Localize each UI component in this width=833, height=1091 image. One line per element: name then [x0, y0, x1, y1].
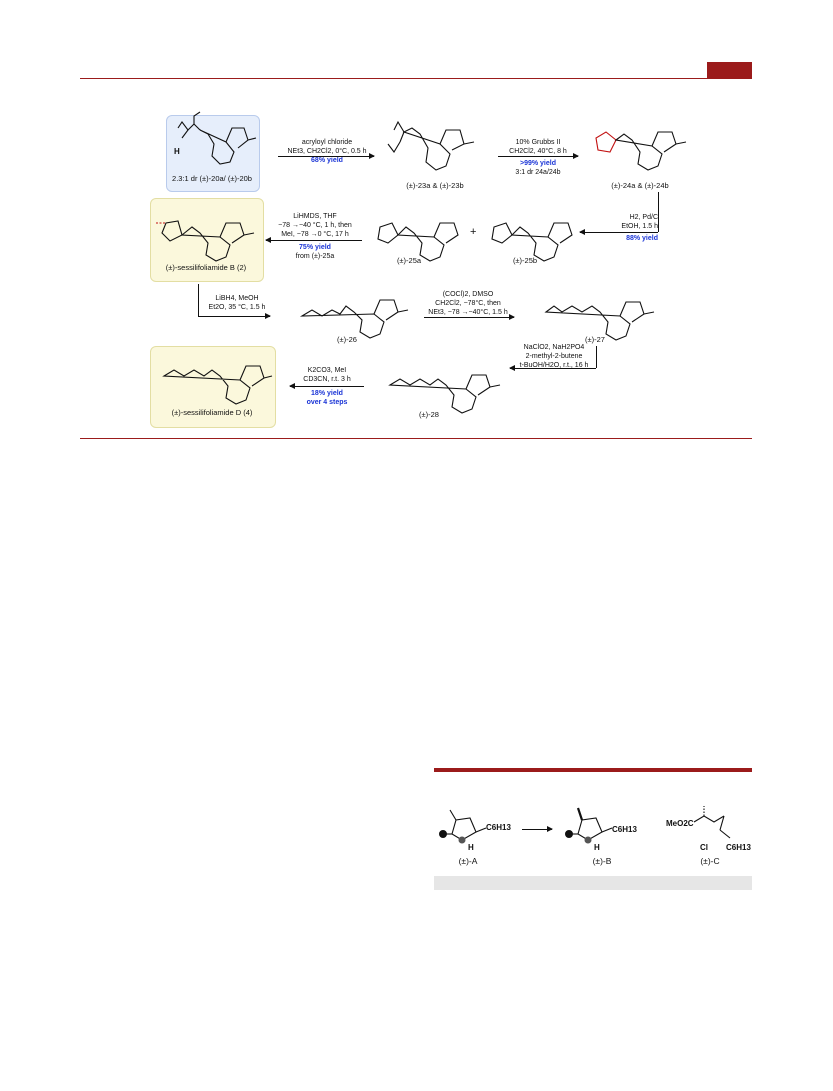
figure-top-bar [434, 768, 752, 772]
label-sessilifoliamide-d: (±)-sessilifoliamide D (4) [171, 408, 253, 417]
structure-sessilifoliamide-d [154, 350, 274, 408]
step2-conditions: 10% Grubbs II CH2Cl2, 40°C, 8 h [509, 139, 567, 155]
label-26: (±)-26 [337, 335, 357, 344]
step4-arrow [266, 240, 362, 241]
structure-24 [590, 120, 690, 180]
step5-conditions: LiBH4, MeOH Et2O, 35 °C, 1.5 h [208, 295, 266, 311]
step5-arrow [198, 316, 270, 317]
label-25a: (±)-25a [396, 256, 422, 265]
label-b: (±)-B [592, 856, 612, 866]
step1-conditions: acryloyl chloride NEt3, CH2Cl2, 0°C, 0.5 h 68% yield [287, 139, 367, 164]
header-tab [707, 62, 752, 78]
substituent-label: C6H13 [726, 843, 751, 852]
step1-arrow [278, 156, 374, 157]
header-rule [80, 78, 752, 79]
label-a: (±)-A [458, 856, 478, 866]
plus-sign: + [470, 226, 477, 238]
label-c: (±)-C [700, 856, 720, 866]
step4-conditions: LiHMDS, THF −78 →−40 °C, 1 h, then MeI, −78 →0 °C, 17 h [278, 213, 352, 238]
step8-conditions: K2CO3, MeI CD3CN, r.t. 3 h [303, 367, 351, 383]
atom-label: H [174, 147, 180, 156]
step3-yield: 88% yield [626, 235, 658, 242]
step3-line [658, 192, 659, 232]
step3-arrow [580, 232, 658, 233]
step7-line [596, 346, 597, 368]
atom-label: Cl [700, 843, 708, 852]
substituent-label: C6H13 [612, 825, 637, 834]
label-28: (±)-28 [419, 410, 439, 419]
step6-arrow [424, 317, 514, 318]
step8-yield: 18% yield over 4 steps [306, 390, 348, 406]
structure-28 [380, 355, 500, 415]
step3-conditions: H2, Pd/C EtOH, 1.5 h [621, 214, 658, 230]
structure-27 [536, 284, 656, 339]
step8-arrow [290, 386, 364, 387]
step4-yield: 75% yield from (±)-25a [295, 244, 335, 260]
structure-20 [168, 118, 258, 178]
figure-caption-bar [434, 876, 752, 890]
step6-conditions: (COCl)2, DMSO CH2Cl2, −78°C, then NEt3, −78 →−40°C, 1.5 h [428, 291, 508, 316]
structure-23 [380, 118, 490, 188]
step2-conditions-below: >99% yield 3:1 dr 24a/24b [515, 160, 561, 176]
structure-a [438, 800, 528, 855]
structure-25a [370, 205, 470, 260]
label-23: (±)-23a & (±)-23b [406, 181, 464, 190]
atom-label: H [594, 843, 600, 852]
structure-sessilifoliamide-b [154, 205, 264, 263]
lower-arrow [522, 829, 552, 830]
label-24: (±)-24a & (±)-24b [611, 181, 669, 190]
step5-line [198, 284, 199, 316]
label-27: (±)-27 [585, 335, 605, 344]
structure-c [664, 800, 754, 855]
substituent-label: C6H13 [486, 823, 511, 832]
structure-b [564, 800, 654, 855]
atom-label: H [468, 843, 474, 852]
label-20: 2.3:1 dr (±)-20a/ (±)-20b [172, 174, 252, 183]
step2-arrow [498, 156, 578, 157]
label-sessilifoliamide-b: (±)-sessilifoliamide B (2) [165, 263, 247, 272]
step7-conditions: NaClO2, NaH2PO4 2-methyl-2-butene t-BuOH/H2O, r.t., 16 h [519, 344, 589, 369]
label-25b: (±)-25b [512, 256, 538, 265]
substituent-label: MeO2C [666, 819, 694, 828]
structure-26 [292, 284, 412, 339]
structure-25b [484, 205, 584, 260]
scheme-bottom-rule [80, 438, 752, 439]
